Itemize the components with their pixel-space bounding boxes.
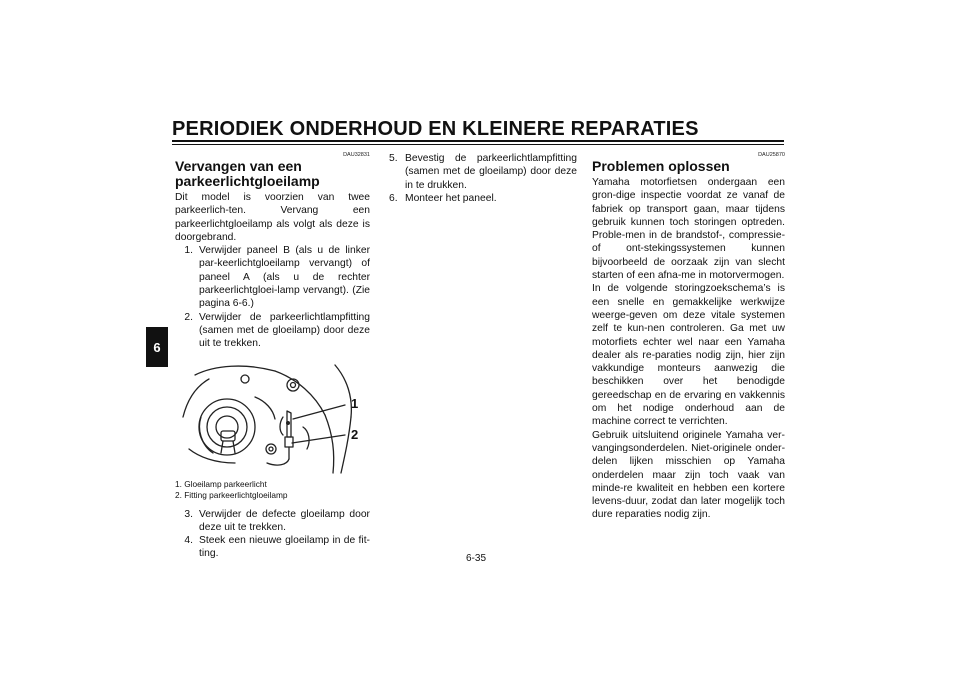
section-code: DAU25870	[758, 152, 785, 158]
caption-line: 1. Gloeilamp parkeerlicht	[175, 478, 267, 489]
step-text: Bevestig de parkeerlichtlampfitting (samen met de gloeilamp) door deze in te drukken.	[405, 153, 577, 191]
parking-lamp-figure	[175, 357, 370, 475]
body-paragraph: In de volgende storingzoekschema’s is een snelle en gemakkelijke werkwijze weerge-geven om deze vitale systemen zelf te kun-nen controleren. Ga met uw motorfiets echter wel naar een Yamaha dealer als re-paraties nodig zijn, hier zijn vakkundige monteurs aanwezig die beschikken over het benodigde gereedschap en de ervaring en vakkennis om het nodige onderhoud aan de machine correct te verrichten.	[592, 283, 785, 428]
step-item	[175, 508, 370, 535]
step-number: 4.	[184, 535, 193, 547]
section-title: Problemen oplossen	[592, 158, 730, 174]
step-number: 3.	[184, 508, 193, 520]
right-column	[592, 152, 785, 522]
step-number: 5.	[389, 153, 398, 164]
step-number: 6.	[389, 192, 398, 204]
step-item	[389, 152, 577, 192]
body-paragraph: Gebruik uitsluitend originele Yamaha ver-vangingsonderdelen. Niet-originele onder-delen lijken misschien op Yamaha onderdelen maar zijn toch vaak van minde-re kwaliteit en hebben een kortere levens-duur, zodat dan later mogelijk toch dure reparaties nodig zijn.	[592, 429, 785, 521]
step-item	[175, 244, 370, 310]
callout-2: 2	[351, 426, 359, 442]
step-text: Verwijder paneel B (als u de linker par-keerlichtgloeilamp vervangt) of paneel A (als u de rechter parkeerlichtgloei-lamp vervangt). (Zie pagina 6-6.)	[199, 245, 370, 310]
step-item	[175, 534, 370, 561]
chapter-tab	[146, 327, 168, 367]
header-rule-thin	[172, 144, 784, 145]
caption-line: 2. Fitting parkeerlichtgloeilamp	[175, 490, 288, 501]
step-text: Verwijder de defecte gloeilamp door deze uit te trekken.	[199, 508, 370, 533]
parking-lamp-illustration	[175, 357, 370, 475]
section-code: DAU32831	[343, 152, 370, 158]
callout-1: 1	[351, 395, 359, 411]
header-rule-thick	[172, 140, 784, 142]
step-item	[175, 311, 370, 351]
step-item	[389, 192, 577, 205]
step-text: Steek een nieuwe gloeilamp in de fit-ting.	[199, 535, 370, 560]
step-text: Verwijder de parkeerlichtlampfitting (samen met de gloeilamp) door deze uit te trekken.	[199, 311, 370, 350]
section-title: Vervangen van een parkeerlichtgloeilamp	[175, 158, 320, 189]
figure-captions	[175, 479, 370, 502]
step-number: 2.	[184, 311, 193, 323]
left-column	[175, 152, 370, 561]
page-header-title: PERIODIEK ONDERHOUD EN KLEINERE REPARATIES	[172, 118, 699, 140]
step-number: 1.	[184, 245, 193, 257]
chapter-number: 6	[153, 339, 161, 355]
page-number: 6-35	[466, 553, 487, 564]
step-text: Monteer het paneel.	[405, 192, 497, 204]
middle-column	[389, 152, 577, 205]
body-paragraph: Yamaha motorfietsen ondergaan een gron-dige inspectie voordat ze vanaf de fabriek op transport gaan, maar tijdens gebruik kunnen toch storingen optreden. Proble-men in de brandstof-, compressie- of ont-stekingssystemen kunnen bijvoorbeeld de oorzaak zijn van slecht starten of een afna-me in motorvermogen.	[592, 177, 785, 282]
intro-paragraph: Dit model is voorzien van twee parkeerlich-ten. Vervang een parkeerlichtgloeilamp als volgt als deze is doorgebrand.	[175, 192, 370, 243]
